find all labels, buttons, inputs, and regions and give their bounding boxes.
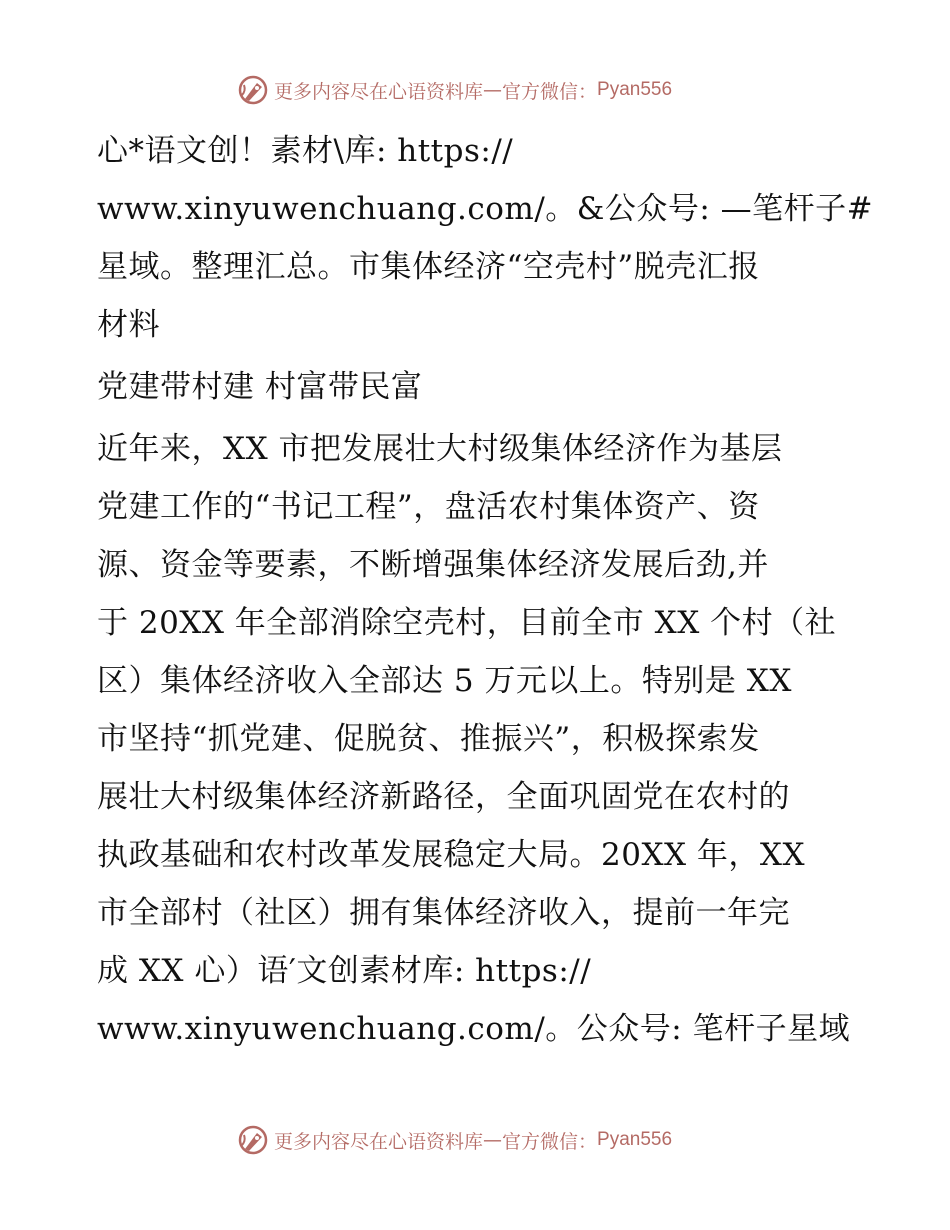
- banner-wechat-id: Pyan556: [597, 1129, 673, 1150]
- footer-banner: [236, 1123, 756, 1157]
- banner-text: 更多内容尽在心语资料库: [274, 80, 484, 103]
- text-line: www.xinyuwenchuang.com/。公众号: 笔杆子星域: [97, 1011, 851, 1047]
- body-paragraph: [97, 420, 857, 1058]
- text-line: www.xinyuwenchuang.com/。&公众号: —笔杆子#: [97, 191, 874, 227]
- text-line: 区）集体经济收入全部达 5 万元以上。特别是 XX: [97, 663, 792, 699]
- text-line: 星域。整理汇总。市集体经济“空壳村”脱壳汇报: [97, 249, 760, 285]
- text-line: 近年来，XX 市把发展壮大村级集体经济作为基层: [97, 431, 783, 467]
- intro-paragraph: [97, 122, 874, 354]
- text-line: 党建工作的“书记工程”，盘活农村集体资产、资: [97, 489, 760, 525]
- document-body: [97, 122, 874, 1058]
- text-line: 展壮大村级集体经济新路径，全面巩固党在农村的: [97, 779, 790, 815]
- text-line: 市全部村（社区）拥有集体经济收入，提前一年完: [97, 895, 790, 931]
- text-line: 执政基础和农村改革发展稳定大局。20XX 年，XX: [97, 837, 806, 873]
- banner-separator: —: [483, 1129, 503, 1151]
- text-line: 心*语文创！素材\库: https://: [97, 133, 514, 169]
- banner-separator: —: [483, 79, 503, 101]
- section-heading: 党建带村建 村富带民富: [97, 369, 423, 405]
- pen-nib-logo-icon: [236, 1123, 270, 1157]
- banner-wechat-label: 官方微信：: [502, 1130, 598, 1153]
- text-line: 材料: [97, 307, 160, 343]
- text-line: 于 20XX 年全部消除空壳村，目前全市 XX 个村（社: [97, 605, 837, 641]
- text-line: 成 XX 心）语′文创素材库: https://: [97, 953, 592, 989]
- banner-wechat-id: Pyan556: [597, 79, 673, 100]
- banner-wechat-label: 官方微信：: [502, 80, 598, 103]
- text-line: 市坚持“抓党建、促脱贫、推振兴”，积极探索发: [97, 721, 760, 757]
- banner-text: 更多内容尽在心语资料库: [274, 1130, 484, 1153]
- header-banner: [236, 73, 756, 107]
- text-line: 源、资金等要素，不断增强集体经济发展后劲,并: [97, 547, 769, 583]
- pen-nib-logo-icon: [236, 73, 270, 107]
